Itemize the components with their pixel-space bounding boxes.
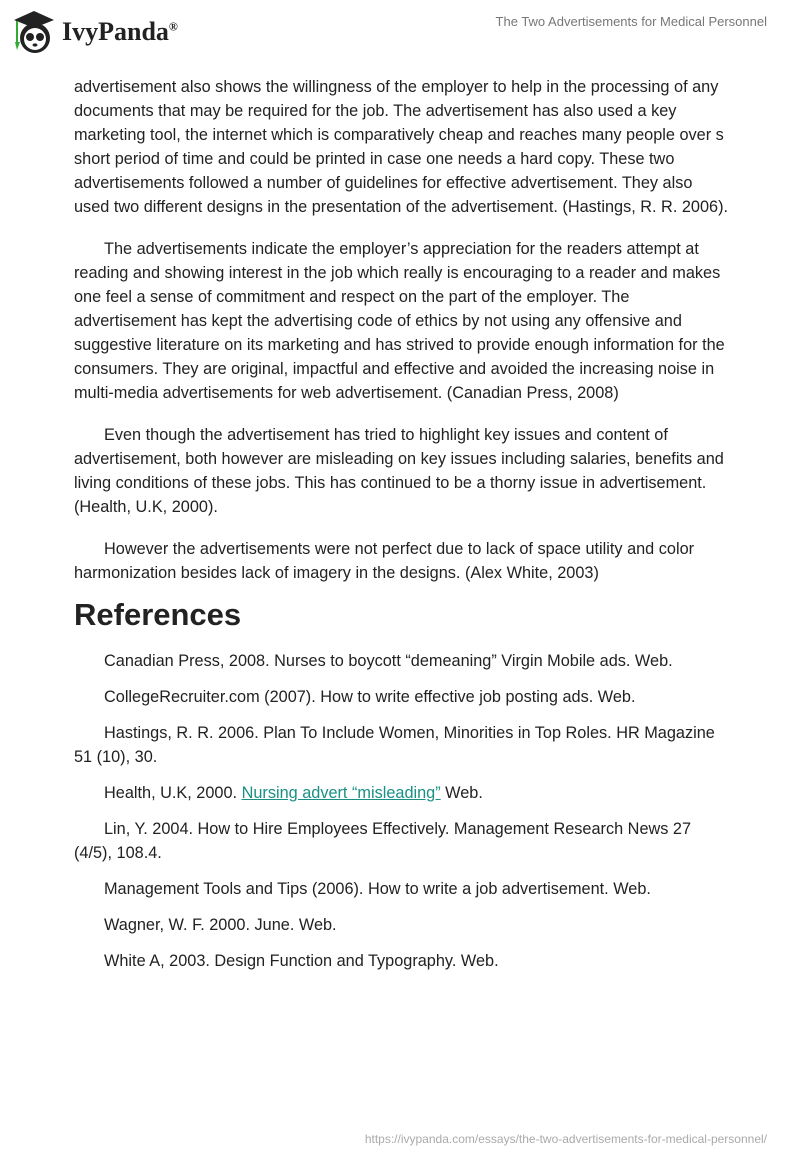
paragraph: advertisement also shows the willingness of the employer to help in the processing of any documents that may be required for the job. The advertisement has also used a key marketing tool, the internet which is comparatively cheap and reaches many people over s short period of time and could be printed in case one needs a hard copy. These two advertisements followed a number of guidelines for effective advertisement. They also used two different designs in the presentation of the advertisement. (Hastings, R. R. 2006). xyxy=(74,78,729,216)
ivypanda-logo[interactable] xyxy=(12,8,178,56)
footer-url[interactable]: https://ivypanda.com/essays/the-two-advertisements-for-medical-personnel/ xyxy=(364,1132,767,1146)
reference-item: Health, U.K, 2000. Nursing advert “misleading” Web. xyxy=(104,784,483,802)
logo-text: IvyPanda® xyxy=(62,17,178,46)
reference-item: Wagner, W. F. 2000. June. Web. xyxy=(104,916,337,934)
paragraph: However the advertisements were not perfect due to lack of space utility and color harmonization besides lack of imagery in the designs. (Alex White, 2003) xyxy=(74,540,695,582)
reference-item: Hastings, R. R. 2006. Plan To Include Women, Minorities in Top Roles. HR Magazine 51 (10), 30. xyxy=(74,724,715,766)
reference-item: CollegeRecruiter.com (2007). How to write effective job posting ads. Web. xyxy=(104,688,636,706)
references-list xyxy=(74,649,730,973)
essay-content xyxy=(74,75,730,985)
panda-logo-icon xyxy=(12,8,56,56)
references-heading: References xyxy=(74,597,242,632)
reference-item: Canadian Press, 2008. Nurses to boycott “demeaning” Virgin Mobile ads. Web. xyxy=(104,652,673,670)
nursing-advert-link[interactable]: Nursing advert “misleading” xyxy=(241,784,441,802)
paragraph: The advertisements indicate the employer’s appreciation for the readers attempt at reading and showing interest in the job which really is encouraging to a reader and makes one feel a sense of commitment and respect on the part of the employer. The advertisement has kept the advertising code of ethics by not using any offensive and suggestive literature on its marketing and has strived to provide enough information for the consumers. They are original, impactful and effective and avoided the increasing noise in multi-media advertisements for web advertisement. (Canadian Press, 2008) xyxy=(74,240,725,402)
reference-item: White A, 2003. Design Function and Typography. Web. xyxy=(104,952,499,970)
document-title: The Two Advertisements for Medical Personnel xyxy=(495,14,767,29)
paragraph: Even though the advertisement has tried to highlight key issues and content of advertisement, both however are misleading on key issues including salaries, benefits and living conditions of these jobs. This has continued to be a thorny issue in advertisement. (Health, U.K, 2000). xyxy=(74,426,724,516)
reference-item: Management Tools and Tips (2006). How to write a job advertisement. Web. xyxy=(104,880,651,898)
reference-item: Lin, Y. 2004. How to Hire Employees Effectively. Management Research News 27 (4/5), 108.4. xyxy=(74,820,692,862)
